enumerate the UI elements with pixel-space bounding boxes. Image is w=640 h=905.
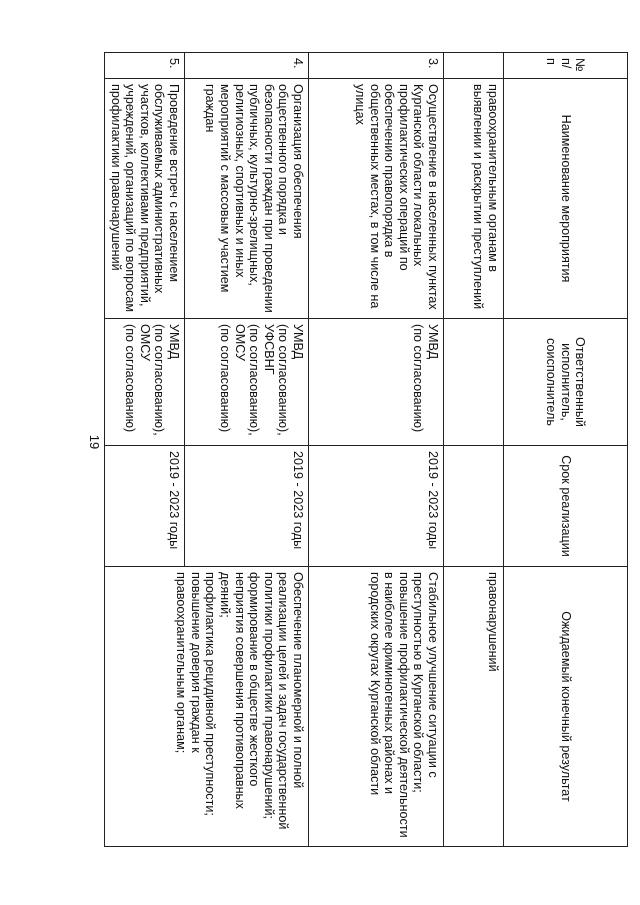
table-row xyxy=(185,53,309,847)
cell-num: 4. xyxy=(185,53,309,79)
header-result: Ожидаемый конечный результат xyxy=(504,567,628,847)
cell-executor: УМВД (по согласованию), УФСВНГ (по согласованию), ОМСУ (по согласованию) xyxy=(185,319,309,446)
cell-result: Обеспечение планомерной и полной реализации целей и задач государственной политики профилактики правонарушений; формирование в обществе жесткого неприятия совершения противоправных деяний; профилактика рецидивной преступности; повышение доверия граждан к правоохранительным органам; xyxy=(105,567,309,847)
header-num: № п/п xyxy=(504,53,628,79)
table-header-row xyxy=(504,53,628,847)
cell-num xyxy=(444,53,504,79)
page-number: 19 xyxy=(87,434,102,450)
cell-result: правонарушений xyxy=(444,567,504,847)
header-name: Наименование мероприятия xyxy=(504,79,628,319)
cell-executor: УМВД (по согласованию), ОМСУ (по согласованию) xyxy=(105,319,185,446)
header-executor: Ответственный исполнитель, соисполнитель xyxy=(504,319,628,446)
table-row xyxy=(309,53,444,847)
cell-name: правоохранительным органам в выявлении и раскрытии преступлений xyxy=(444,79,504,319)
cell-name: Организация обеспечения общественного порядка и безопасности граждан при проведении публичных, культурно-зрелищных, религиозных, спортивных и иных мероприятий с массовым участием граждан xyxy=(185,79,309,319)
table-row xyxy=(444,53,504,847)
cell-name: Осуществление в населенных пунктах Курганской области локальных профилактических операций по обеспечению правопорядка в общественных местах, в том числе на улицах xyxy=(309,79,444,319)
cell-term: 2019 - 2023 годы xyxy=(185,446,309,567)
cell-executor xyxy=(444,319,504,446)
cell-result: Стабильное улучшение ситуации с преступностью в Курганской области; повышение профилактической деятельности в наиболее криминогенных районах и городских округах Курганской области xyxy=(309,567,444,847)
measures-table xyxy=(104,52,628,847)
cell-num: 3. xyxy=(309,53,444,79)
rotated-table-container xyxy=(108,52,628,846)
cell-name: Проведение встреч с населением обслуживаемых административных участков, коллективами предприятий, учреждений, организаций по вопросам профилактики правонарушений xyxy=(105,79,185,319)
header-term: Срок реализации xyxy=(504,446,628,567)
cell-executor: УМВД (по согласованию) xyxy=(309,319,444,446)
cell-term: 2019 - 2023 годы xyxy=(309,446,444,567)
cell-term xyxy=(444,446,504,567)
cell-term: 2019 - 2023 годы xyxy=(105,446,185,567)
cell-num: 5. xyxy=(105,53,185,79)
